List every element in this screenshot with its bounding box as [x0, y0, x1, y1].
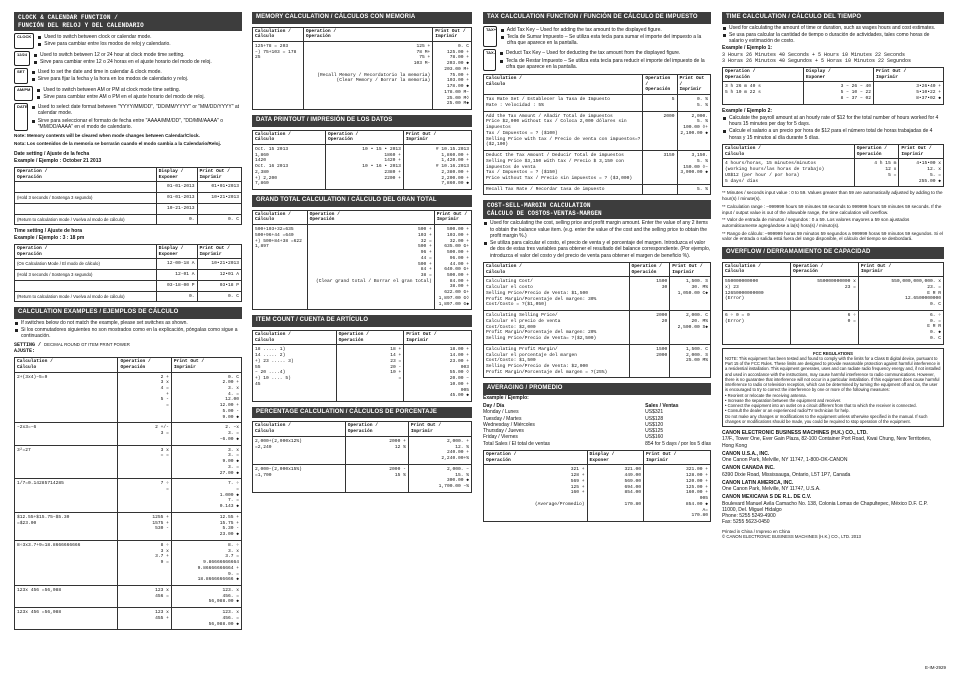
- overflow-table: [722, 262, 944, 345]
- th-operation: Operation / Operación: [325, 130, 403, 144]
- calc-row-print: 2. –x 3. = –6.00 ◆: [171, 423, 241, 445]
- date-setting-example: Example / Ejemplo : October 21 2013: [14, 157, 102, 164]
- th-operation: Operation / Operación: [723, 68, 804, 82]
- th-print: Print Out / Imprimir: [197, 244, 241, 258]
- avg-day: Wednesday / Miércoles: [483, 421, 535, 428]
- time-ex1-print: 3•26•40 + 5•10•22 + 8•37•02 ◆: [873, 82, 943, 104]
- clock-item-text: [36, 86, 204, 102]
- calc-row-print: 7. ÷ = 1.000 ◆ 7. = 0.143 ◆: [171, 479, 241, 513]
- csm-row-calc: Calculating Profit Margin/ Calcular el porcentaje del margen Cost/Costo: $1,500 Selling Price/Precio de Venta: $2,000 Profit Margin/Porcentaje del margen = ?(25%): [484, 344, 630, 378]
- memory-table: [252, 27, 472, 111]
- pct-row: [253, 436, 472, 464]
- calc-row: [15, 512, 242, 540]
- th-print: Print Out / Imprimir: [197, 167, 241, 181]
- csm-table: [483, 262, 711, 378]
- tax-item-es: Tecla de Restar Impuesto – Se utiliza esta tecla para reducir el importe del impuesto de la cifra que aparece en la pantalla.: [499, 58, 711, 71]
- note-es: Nota: Los contenidos de la memoria se borrarán cuando el modo cambia a la Calendario/Reloj.: [14, 140, 222, 146]
- avg-day-heading: Day / Día: [483, 403, 505, 410]
- time-note: Se usa para calcular la cantidad de tiempo o duración de actividades, tales como horas de salario y estimación de costo.: [722, 32, 944, 45]
- avg-day: Thursday / Jueves: [483, 428, 524, 435]
- clock-item-text: [31, 103, 242, 131]
- th-calc: Calculation / Cálculo: [484, 75, 643, 95]
- clock-item: [14, 51, 242, 67]
- calc-note: If switches below do not match the example, please set switches as shown.: [14, 320, 242, 326]
- clock-item: [14, 68, 242, 84]
- avg-op: 321 + 128 + 569 + 125 + 160 + (Average/Promedio): [484, 465, 588, 522]
- date-row-op: [15, 182, 157, 193]
- address-block: [722, 494, 944, 525]
- clock-header: CLOCK & CALENDAR FUNCTION / FUNCIÓN DEL RELOJ Y DEL CALENDARIO: [14, 12, 242, 31]
- calc-row-calc: 1/7=0.14285714285: [15, 479, 118, 513]
- tax-row: [484, 95, 711, 111]
- clock-item-en: Used to select date format between "YYYY/MM/DD", "DD/MM/YYYY" or "MM/DD/YYYY" at calendar mode.: [31, 104, 242, 117]
- date-row-disp: 01-01-2013: [156, 193, 197, 204]
- time-example-1-text: 3 Hours 26 Minutes 40 Seconds + 5 Hours 10 Minutes 22 Seconds 3 Horas 26 Minutos 40 Segundos + 5 Horas 10 Minutos 22 Segundos: [722, 51, 912, 64]
- calc-row-calc: –2x3=–6: [15, 423, 118, 445]
- clock-item-es: Sirve para seleccionar el formato de fecha entre "AAAA/MM/DD", "DD/MM/AAAA" o "MM/DD/AAAA" en el modo de calendario.: [31, 118, 242, 131]
- calc-examples-header: CALCULATION EXAMPLES / EJEMPLOS DE CÁLCULO: [14, 307, 242, 319]
- tax-key-button[interactable]: TAX-: [483, 49, 496, 71]
- pct-row-print: 2,000. + 12. % 240.00 + 2,240.00+%: [408, 436, 471, 464]
- tax-item-en: Deduct Tax Key – Used for deducting the tax amount from the displayed figure.: [499, 50, 711, 56]
- time-row-op: (On Calculation Mode / El modo de cálculo): [15, 259, 157, 270]
- grand-total-header: GRAND TOTAL CALCULATION / CÁLCULO DEL GRAN TOTAL: [252, 195, 472, 207]
- gt-calc: 500+103+32=635 500+96+44 =640 +) 500+84+38 =622 1,897: [253, 225, 308, 310]
- avg-value: US$120: [645, 421, 664, 428]
- th-calc: Calculation / Cálculo: [723, 262, 791, 276]
- calc-row: [15, 586, 242, 608]
- time-row: [15, 291, 242, 302]
- overflow-row-print: 6. ÷ 0. = E R R 0. ◆ 0. C: [858, 310, 943, 344]
- time-ex2-table: [722, 144, 944, 187]
- tax-row-print: 5. %: [677, 184, 711, 195]
- address-text: One Canon Park, Melville, NY 11747, U.S.A.: [722, 486, 821, 493]
- calc-row-op: 123 x 455 +: [118, 608, 171, 630]
- item-count-table: [252, 330, 472, 402]
- clock-item-es: Sirve para cambiar entre 12 o 24 horas en el ajuste horario del modo de reloj.: [33, 59, 212, 65]
- time-ex1-table: [722, 67, 944, 105]
- avg-example: Example / Ejemplo:: [483, 394, 529, 401]
- tax-row-op: [643, 184, 677, 195]
- time-row-print: 10•21•2013: [197, 259, 241, 270]
- overflow-row-calc: 550000000000 x) 23 12650000000000 (Error): [723, 277, 791, 311]
- th-print: Print Out / Imprimir: [858, 262, 943, 276]
- calc-note: Si los conmutadores siguientes no son mostrados como en la explicación, póngalas como sigue a continuación.: [14, 327, 242, 340]
- th-display: Display / Exponer: [156, 244, 197, 258]
- tax-table: [483, 74, 711, 195]
- tax-row: [484, 111, 711, 150]
- csm-row-print: 2,000. C 20. M% 2,500.00 S◆: [670, 311, 711, 345]
- th-operation: Operation / Operación: [629, 262, 670, 276]
- calc-row-op: 7 ÷ =: [118, 479, 171, 513]
- time-row-print: 0. C: [197, 291, 241, 302]
- column-tax: [483, 12, 711, 661]
- tax-row-op: 2000: [643, 111, 677, 150]
- calc-row-calc: $12.55+$15.75–$5.30 =$23.00: [15, 512, 118, 540]
- tax-row-op: 5: [643, 95, 677, 111]
- setting-label: SETTING / AJUSTE:: [14, 341, 42, 354]
- th-display: Display / Exponer: [587, 450, 644, 464]
- date-op: 10 • 15 • 2013 1860 + 1420 + 10 • 16 • 2013 2380 + 2200 +: [325, 145, 403, 190]
- tax-row-calc: Recall Tax Rate / Recordar tasa de impuesto: [484, 184, 643, 195]
- th-print: Print Out / Imprimir: [171, 358, 241, 372]
- calc-row-print: 0. C 2.00 + 3. x 4. = 12.00 12.00 + 5.00 - 9.00 ◆: [171, 372, 241, 423]
- csm-row-print: 1,500. C 2,000. S 25.00 M%: [670, 344, 711, 378]
- tax-row-op: 3150: [643, 151, 677, 185]
- th-operation: Operation / Operación: [307, 210, 434, 224]
- overflow-row: [723, 310, 944, 344]
- overflow-header: OVERFLOW / DERRAMAMIENTO DE CAPACIDAD: [722, 247, 944, 259]
- clock-item: [14, 103, 242, 131]
- th-print: Print Out / Imprimir: [408, 422, 471, 436]
- calc-examples-table: [14, 357, 242, 630]
- tax-key-button[interactable]: TAX+: [483, 26, 497, 48]
- calc-row-print: 8. ÷ 3. x 3.7 = 9.86666666664 9.86666666664 + 9. = 18.8666666666 ◆: [171, 540, 241, 585]
- clock-item-en: Used to switch between 12 or 24 hour at clock mode time setting.: [33, 52, 212, 58]
- clock-key-button[interactable]: DATE: [14, 103, 28, 131]
- clock-item-en: Used to switch between AM or PM at clock mode time setting.: [36, 87, 204, 93]
- clock-item: [14, 33, 242, 49]
- column-clock-calc: [14, 12, 242, 661]
- tax-item-es: Tecla de Sumar Impuesto – Se utiliza esta tecla para sumar el importe del impuesto a la cifra que aparece en la pantalla.: [500, 34, 711, 47]
- clock-item-text: [37, 33, 170, 49]
- time-row: [15, 259, 242, 270]
- overflow-row-calc: 6 ÷ 0 = 0 (Error): [723, 310, 791, 344]
- address-text: 6390 Dixie Road, Mississauga, Ontario, L5T 1P7, Canada: [722, 471, 851, 478]
- avg-day: Friday / Viernes: [483, 434, 518, 441]
- tax-row-print: 3,150. 5. % 150.00 ◊– 3,000.00 ◆: [677, 151, 711, 185]
- th-operation: Operation / Operación: [854, 144, 899, 158]
- address-block: [722, 465, 944, 478]
- date-row-print: 10•21•2013: [197, 193, 241, 204]
- time-ex2-note: Calculate the payroll amount at an hourly rate of $12 for the total number of hours worked for 4 hours 15 minutes per day for 5 days.: [722, 115, 944, 128]
- clock-key-button[interactable]: SET: [14, 68, 28, 84]
- csm-row-calc: Calculating Cost/ Calcular el costo Selling Price/Precio de Venta: $1,500 Profit Margin/Porcentaje del margen: 30% Cost/Costo = ?($1,050): [484, 277, 630, 311]
- tax-item: [483, 49, 711, 71]
- column-time: [722, 12, 944, 661]
- calc-row-print: 123. x 456. = 56,088.00 ◆: [171, 608, 241, 630]
- tax-header: TAX CALCULATION FUNCTION / FUNCIÓN DE CÁLCULO DE IMPUESTO: [483, 12, 711, 24]
- grand-total-table: [252, 210, 472, 311]
- time-ex1-disp: 3 – 26 – 40 5 – 10 – 22 8 – 37 – 02: [803, 82, 873, 104]
- date-row: [15, 193, 242, 204]
- th-operation: Operation / Operación: [15, 244, 157, 258]
- th-print: Print Out / Imprimir: [403, 130, 471, 144]
- time-setting-table: [14, 244, 242, 302]
- avg-table: [483, 450, 711, 522]
- th-print: Print Out / Imprimir: [644, 450, 711, 464]
- time-ex2-op: 4 h 15 m 12 x 5 =: [854, 159, 899, 187]
- date-row: [15, 182, 242, 193]
- item-op: 18 + 14 + 23 = 20 - 10 + =: [336, 345, 404, 402]
- calc-row-op: 1255 + 1575 + 530 -: [118, 512, 171, 540]
- date-calc: Oct. 15 2013 1,860 1420 Oct. 16 2013 2,380 +) 2,200 7,860: [253, 145, 326, 190]
- date-print: # 10.15.2013 1,860.00 + 1,420.00 + # 10.16.2013 2,380.00 + 2,200.00 + 7,860.00 ◆: [403, 145, 471, 190]
- tax-item-text: [500, 26, 711, 48]
- gt-print: 500.00 + 103.00 + 32.00 + 635.00 G+ 500.00 + 96.00 + 44.00 + 640.00 G+ 500.00 + 84.00 + 38.00 + 622.00 G+ 1,897.00 G◊ 1,897.00 G◆: [434, 225, 471, 310]
- overflow-row: [723, 277, 944, 311]
- clock-item-en: Used to set the date and time in calendar & clock mode.: [31, 69, 188, 75]
- percentage-table: [252, 421, 472, 492]
- tax-row-calc: Deduct the Tax Amount / Deducir Total de impuestos Selling Price $3,150 with tax / Precio $ 3,150 con impuestos de venta Tax / Impuestos = ? ($150) Price without Tax / Precio sin impuestos = ? ($3,000): [484, 151, 643, 185]
- document-code: E-IM-2929: [924, 665, 946, 671]
- avg-day: Monday / Lunes: [483, 409, 519, 416]
- overflow-row-op: 6 ÷ 0 =: [790, 310, 858, 344]
- calc-row-print: 3. x 3. = 9.00 ◆ 3. = 27.00 ◆: [171, 445, 241, 479]
- th-display: Display / Exponer: [803, 68, 873, 82]
- time-row: [15, 270, 242, 281]
- date-setting-table: [14, 167, 242, 225]
- memory-print: 0. C 125.00 + 78.00 + 203.00 ◆ 203.00 M+ 75.00 + 103.00 + 178.00 ◆ 178.00 M– 25.00 M◊ 25.00 M◆: [433, 41, 472, 109]
- clock-item-text: [31, 68, 188, 84]
- avg-value: US$125: [645, 428, 664, 435]
- date-row-disp: 01-01-2013: [156, 182, 197, 193]
- address-text: One Canon Park, Melville, NY 11747, 1-800-OK-CANON: [722, 457, 848, 464]
- pct-row-op: 2000 + 12 %: [345, 436, 408, 464]
- date-row-disp: 10-21-2013: [156, 203, 197, 214]
- overflow-row-op: 550000000000 x 23 =: [790, 277, 858, 311]
- calc-row-op: 3 x = =: [118, 445, 171, 479]
- csm-header: COST-SELL-MARGIN CALCULATION CÁLCULO DE COSTOS-VENTAS-MARGEN: [483, 200, 711, 219]
- address-text: Boulevard Manuel Avila Camacho No. 138, Colonia Lomas de Chapultepec, México D.F. C.P. 11000, Del. Miguel Hidalgo Phone: 5255 5249-4900 Fax: 5255 5623-0450: [722, 500, 928, 526]
- time-row: [15, 280, 242, 291]
- note-en: Note: Memory contents will be cleared when mode changes between Calendar/Clock.: [14, 133, 200, 138]
- th-operation: Operation / Operación: [790, 262, 858, 276]
- clock-key-button[interactable]: AM/PM: [14, 86, 33, 102]
- th-operation: Operation / Operación: [484, 450, 588, 464]
- memory-header: MEMORY CALCULATION / CÁLCULOS CON MEMORIA: [252, 12, 472, 24]
- time-setting-title: Time setting / Ajuste de hora: [14, 228, 83, 235]
- date-row: [15, 203, 242, 214]
- calc-row-op: 8 ÷ 3 x 3.7 + 9 =: [118, 540, 171, 585]
- th-print: Print Out / Imprimir: [434, 210, 471, 224]
- calc-row: [15, 372, 242, 423]
- address-block: [722, 430, 944, 449]
- calc-row-calc: 123x 456 =56,088: [15, 608, 118, 630]
- clock-key-button[interactable]: CLOCK: [14, 33, 34, 49]
- address-name: CANON MEXICANA S DE R.L. DE C.V.: [722, 494, 812, 501]
- csm-note: Used for calculating the cost, selling price and profit margin amount. Enter the value of any 2 items to obtain the balance value item. (e.g. enter the value of the cost and the selling price to obtain the profit margin %.): [483, 220, 711, 239]
- tax-row: [484, 184, 711, 195]
- clock-item-text: [33, 51, 212, 67]
- time-row-op: [15, 280, 157, 291]
- avg-day: Tuesday / Martes: [483, 415, 522, 422]
- time-ex2-note: Calcule el salario a un precio por hora de $12 para el número total de horas trabajadas de 4 horas y 15 minutos al día durante 5 días.: [722, 128, 944, 141]
- address-text: 17/F., Tower One, Ever Gain Plaza, 82-100 Container Port Road, Kwai Chung, New Territories, Hong Kong: [722, 436, 932, 449]
- th-calc: Calculation / Cálculo: [253, 330, 337, 344]
- calc-row: [15, 608, 242, 630]
- time-row-op: (Return to calculation mode / Vuelva al modo de cálculo): [15, 291, 157, 302]
- item-calc: 18 ..... 1) 14 ..... 2) +) 23 ..... 3) 55 – 20 ....4) +) 10 .... 5) 45: [253, 345, 337, 402]
- avg-value: US$160: [645, 434, 664, 441]
- time-range-note: ** Calculation range : –999999 hours 59 minutes 59 seconds to 999999 hours 59 minutes 59 seconds. If the input / output value is out of the allowable range, the time calculation will overflow.: [722, 203, 942, 215]
- date-printout-table: [252, 130, 472, 191]
- th-print: Print Out / Imprimir: [899, 144, 944, 158]
- th-print: Print Out / Imprimir: [670, 262, 711, 276]
- avg-value: US$321: [645, 409, 664, 416]
- address-name: CANON CANADA INC.: [722, 465, 775, 472]
- clock-key-button[interactable]: 12/24: [14, 51, 30, 67]
- tax-item: [483, 26, 711, 48]
- csm-row: [484, 311, 711, 345]
- th-calc: Calculation / Cálculo: [484, 262, 630, 276]
- time-ex1-op: 3 h 26 m 40 s 5 h 10 m 22 s: [723, 82, 804, 104]
- th-print: Print Out / Imprimir: [677, 75, 711, 95]
- csm-row: [484, 344, 711, 378]
- calc-row-print: 12.55 + 15.75 + 5.30 - 23.00 ◆: [171, 512, 241, 540]
- calc-row: [15, 540, 242, 585]
- csm-row: [484, 277, 711, 311]
- pct-row-calc: 2,000+(2,000x12%) =2,240: [253, 436, 346, 464]
- address-name: CANON U.S.A., INC.: [722, 450, 770, 457]
- time-row-disp: 12-00-18 A: [156, 259, 197, 270]
- fcc-box: [722, 348, 944, 428]
- date-row: [15, 214, 242, 225]
- date-row-op: (Return to calculation mode / Vuelva al modo de cálculo): [15, 214, 157, 225]
- time-range-note: ** Rango de cálculo: –999999 horas 59 minutos 59 segundos a 999999 horas 59 minutos 59 segundos. Si el valor de entrada o salida está fuera del rango disponible, el cálculo del tiempo se desbordará.: [722, 230, 943, 242]
- address-block: [722, 480, 944, 493]
- calc-row-calc: 2+(3x4)–5=9: [15, 372, 118, 423]
- gt-op: 500 + 103 + 32 = 500 + 96 + 44 = 500 + 84 + 38 = (Clear grand total / Borrar el gran total): [307, 225, 434, 310]
- th-operation: Operation / Operación: [345, 422, 408, 436]
- pct-row-print: 2,000. – 15. % 300.00 ◆ 1,700.00 –%: [408, 464, 471, 492]
- clock-item-es: Sirve para cambiar entre los modos de reloj y calendario.: [37, 41, 170, 47]
- th-operation: Operation / Operación: [15, 167, 157, 181]
- calc-row-op: 2 +/- 3 =: [118, 423, 171, 445]
- pct-row: [253, 464, 472, 492]
- calc-row: [15, 479, 242, 513]
- avg-print: 321.00 + 128.00 + 120.00 + 125.00 + 160.00 + 005 854.00 ◆ A= 170.80: [644, 465, 711, 522]
- date-row-print: [197, 203, 241, 214]
- memory-op: 125 + 78 M+ 75 + 103 M- (Recall Memory / Recordatorio la memoria) (Clear Memory / Borrar la memoria): [303, 41, 432, 109]
- th-calc: Calculation / Cálculo: [253, 130, 326, 144]
- date-row-print: 0. C: [197, 214, 241, 225]
- time-ex2-calc: 4 hours/horas, 15 minutes/minutos (working hours/las horas de trabajo) US$12 (per hour / por hora) 5 days/ días: [723, 159, 855, 187]
- th-print: Print Out / Imprimir: [433, 27, 472, 41]
- avg-display: 321.00 449.00 569.00 694.00 854.00 170.80: [587, 465, 644, 522]
- tax-row: [484, 151, 711, 185]
- calc-row-calc: 3²=27: [15, 445, 118, 479]
- pct-row-calc: 2,000–(2,000x15%) =1,700: [253, 464, 346, 492]
- address-name: CANON LATIN AMERICA, INC.: [722, 479, 794, 486]
- csm-row-op: 1500 2000: [629, 344, 670, 378]
- calc-row-print: 123. x 456. = 56,088.00 ◆: [171, 586, 241, 608]
- avg-day: Total Sales / El total de ventas: [483, 440, 550, 447]
- calc-row-calc: 8÷3x3.7+9=18.8666666666: [15, 540, 118, 585]
- clock-item: [14, 86, 242, 102]
- time-range-note: ** Minutes / seconds input value : 0 to 59. Values greater than 59 are automatically adjusted by adding to the hour(s) / minute(s).: [722, 190, 943, 202]
- time-ex2-print: 4•15•00 x 12. x 5. = 255.00 ◆: [899, 159, 944, 187]
- calc-row-calc: 123x 456 =56,088: [15, 586, 118, 608]
- csm-row-print: 1,500. S 30. M% 1,050.00 C◆: [670, 277, 711, 311]
- tax-row-calc: Tax Rate Set / Establecer la Tasa de Impuesto Rate : Velocidad : 5%: [484, 95, 643, 111]
- th-operation: Operation / Operación: [303, 27, 432, 41]
- date-row-disp: 0.: [156, 214, 197, 225]
- time-calc-header: TIME CALCULATION / CÁLCULO DEL TIEMPO: [722, 12, 944, 24]
- th-calc: Calculation / Cálculo: [723, 144, 855, 158]
- tax-row-calc: Add the Tax Amount / Añadir Total de impuestos Price $2,000 without tax / Coloca 2,000 dólares sin impuestos Tax / Impuestos = ? ($100) Selling Price with tax / Precio de venta con impuestos=? ($2,100): [484, 111, 643, 150]
- time-row-disp: 03-18-00 P: [156, 280, 197, 291]
- date-row-op: [15, 203, 157, 214]
- calc-row: [15, 445, 242, 479]
- averaging-header: AVERAGING / PROMEDIO: [483, 383, 711, 395]
- item-print: 18.00 + 14.00 + 23.00 + 003 55.00 ◊ 20.00 – 10.00 + 005 45.00 ◆: [404, 345, 472, 402]
- time-row-op: (Hold 3 seconds / Sostenga 3 segundo): [15, 270, 157, 281]
- tax-item-en: Add Tax Key – Used for adding the tax amount to the displayed figure.: [500, 27, 711, 33]
- column-memory: [252, 12, 472, 661]
- address-name: CANON ELECTRONIC BUSINESS MACHINES (H.K.) CO., LTD.: [722, 430, 868, 437]
- overflow-row-print: 550,000,000,000. x 23. = E R R 12.6500000000 0. C: [858, 277, 943, 311]
- th-print: Print Out / Imprimir: [873, 68, 943, 82]
- clock-item-en: Used to switch between clock or calendar mode.: [37, 34, 170, 40]
- time-note: Used for calculating the amount of time or duration, such as wages hours and cost estimates.: [722, 25, 944, 31]
- date-printout-header: DATA PRINTOUT / IMPRESIÓN DE LOS DATOS: [252, 115, 472, 127]
- th-calc: Calculation / Cálculo: [253, 27, 304, 41]
- item-count-header: ITEM COUNT / CUENTA DE ARTÍCULO: [252, 315, 472, 327]
- percentage-header: PERCENTAGE CALCULATION / CÁLCULOS DE PORCENTAJE: [252, 407, 472, 419]
- csm-row-op: 2000 20: [629, 311, 670, 345]
- time-row-disp: 12-01 A: [156, 270, 197, 281]
- clock-item-es: Sirve para fijar la fecha y la hora en los modos de calendario y reloj.: [31, 76, 188, 82]
- calc-row: [15, 423, 242, 445]
- csm-note: Se utiliza para calcular el costo, el precio de venta y el porcentaje del margen. Introduzca el valor de dos de estas tres variables para obtener el resultado del balance correspondiente. (Por ejemplo, introduzca el valor del costo y del precio de venta para obtener el margen de beneficio %).: [483, 240, 711, 259]
- avg-value: 854 for 5 days / por los 5 días: [645, 440, 711, 447]
- time-example-1: Example / Ejemplo 1:: [722, 45, 773, 52]
- clock-item-es: Sirve para cambiar entre AM o PM en el ajuste horario del modo de reloj.: [36, 94, 204, 100]
- avg-value: US$128: [645, 415, 664, 422]
- csm-row-op: 1500 30: [629, 277, 670, 311]
- tax-item-text: [499, 49, 711, 71]
- time-setting-example: Example / Ejemplo : 3 : 18 pm: [14, 234, 85, 241]
- address-block: [722, 451, 944, 464]
- th-calc: Calculation / Cálculo: [15, 358, 118, 372]
- th-operation: Operation / Operación: [643, 75, 677, 95]
- th-calc: Calculation / Cálculo: [253, 210, 308, 224]
- calc-row-op: 2 + 3 x 4 = + 5 - =: [118, 372, 171, 423]
- avg-sales-heading: Sales / Ventas: [645, 403, 679, 410]
- fcc-text: NOTE: This equipment has been tested and found to comply with the limits for a Class B digital device, pursuant to Part 15 of the FCC Rules. These limits are designed to provide reasonable protection against harmful interference in a residential installation. This equipment generates, uses and can radiate radio frequency energy and, if not installed and used in accordance with the instructions, may cause harmful interference to radio communications. However, there is no guarantee that interference will not occur in a particular installation. If this equipment does cause harmful interference to radio or television reception, which can be determined by turning the equipment off and on, the user is encouraged to try to correct the interference by one or more of the following measures: • Reorient or relocate the receiving antenna. • Increase the separation between the equipment and receiver. • Connect the equipment into an outlet on a circuit different from that to which the receiver is connected. • Consult the dealer or an experienced radio/TV technician for help. Do not make any changes or modifications to the equipment unless otherwise specified in the manual. If such changes or modifications should be made, you could be required to stop operation of the equipment.: [725, 355, 941, 424]
- th-calc: Calculation / Cálculo: [253, 422, 346, 436]
- tax-row-print: 2,000. 5. % 100.00 ◊+ 2,100.00 ◆: [677, 111, 711, 150]
- th-operation: Operation / Operación: [336, 330, 404, 344]
- setting-switches: DECIMAL ROUND GT ITEM PRINT POWER: [44, 341, 130, 347]
- time-example-2: Example / Ejemplo 2:: [722, 107, 773, 114]
- printed-in: Printed in China / Impreso en China © CANON ELECTRONIC BUSINESS MACHINES (H.K.) CO., LTD. 2013: [722, 528, 861, 539]
- fcc-title: FCC REGULATIONS: [813, 350, 853, 356]
- tax-row-print: 0. % 5. %: [677, 95, 711, 111]
- time-range-note: ** Valor de entrada de minutos / segundos : 0 a 59. Los valores mayores a 59 son ajustados automáticamente agregándose a la(s) hora(s) / minuto(s).: [722, 217, 910, 228]
- date-setting-title: Date setting / Ajuste de la fecha: [14, 151, 90, 158]
- th-print: Print Out / Imprimir: [404, 330, 472, 344]
- csm-row-calc: Calculating Selling Price/ Calcular el precio de venta Cost/Costo: $2,000 Profit Margin/Porcentaje del margen: 20% Selling Price/Precio de Venta= ?($2,500): [484, 311, 630, 345]
- calc-row-op: 123 x 456 =: [118, 586, 171, 608]
- time-row-print: 12•01 A: [197, 270, 241, 281]
- time-row-disp: 0.: [156, 291, 197, 302]
- time-row-print: 03•18 P: [197, 280, 241, 291]
- pct-row-op: 2000 - 15 %: [345, 464, 408, 492]
- date-row-print: 01•01•2013: [197, 182, 241, 193]
- memory-calc: 125+78 = 203 –) 75+103 = 178 25: [253, 41, 304, 109]
- th-operation: Operation / Operación: [118, 358, 171, 372]
- th-display: Display / Exponer: [156, 167, 197, 181]
- date-row-op: (Hold 3 seconds / Sostenga 3 segundo): [15, 193, 157, 204]
